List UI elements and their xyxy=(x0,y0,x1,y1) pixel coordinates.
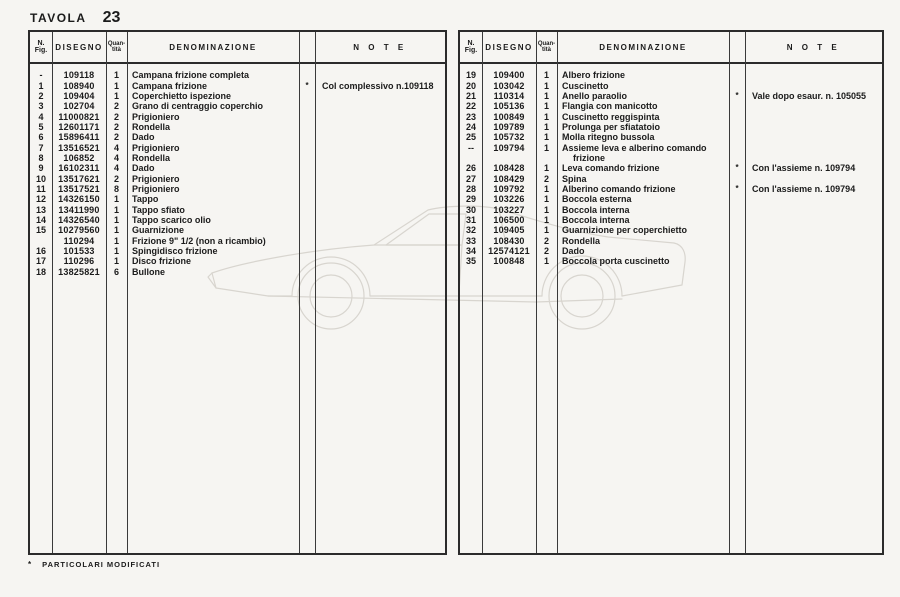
den-cell: Boccola porta cuscinetto xyxy=(562,256,670,267)
qty-cell: 2 xyxy=(113,121,119,132)
dis-cell: 109118 xyxy=(63,70,95,81)
qty-cell: 1 xyxy=(113,246,119,257)
den-cell: Albero frizione xyxy=(562,70,626,81)
den-cell: Campana frizione xyxy=(132,80,208,91)
dis-cell: 109789 xyxy=(493,121,525,132)
den-cell: Tappo sfiato xyxy=(132,204,185,215)
table-row xyxy=(460,246,882,256)
right-parts-table xyxy=(458,30,884,555)
dis-cell: 108429 xyxy=(493,173,525,184)
table-row xyxy=(460,122,882,132)
qty-cell: 4 xyxy=(113,142,119,153)
qty-cell: 1 xyxy=(543,90,549,101)
dis-cell: 13411990 xyxy=(58,204,100,215)
fig-cell: 4 xyxy=(38,111,44,122)
table-row xyxy=(30,225,445,235)
table-row xyxy=(30,204,445,214)
dis-cell: 100849 xyxy=(493,111,525,122)
qty-cell: 1 xyxy=(543,214,549,225)
dis-cell: 13517621 xyxy=(58,173,100,184)
den-cell: Rondella xyxy=(562,235,601,246)
fig-cell: 9 xyxy=(38,163,44,174)
table-row xyxy=(460,163,882,173)
den-cell: Flangia con manicotto xyxy=(562,101,658,112)
qty-cell: 1 xyxy=(113,225,119,236)
qty-cell: 1 xyxy=(113,80,119,91)
dis-cell: 102704 xyxy=(63,101,95,112)
fig-cell: 21 xyxy=(465,90,476,101)
modified-parts-symbol: * xyxy=(28,560,32,569)
qty-cell: 1 xyxy=(113,194,119,205)
fig-cell: 15 xyxy=(35,225,46,236)
table-row xyxy=(30,256,445,266)
den-cell: Campana frizione completa xyxy=(132,70,250,81)
dis-cell: 108428 xyxy=(493,163,525,174)
den-cell: Prolunga per sfiatatoio xyxy=(562,121,661,132)
qty-cell: 1 xyxy=(543,70,549,81)
table-row xyxy=(30,80,445,90)
qty-cell: 2 xyxy=(543,246,549,257)
fig-cell: 8 xyxy=(38,152,44,163)
den-cell: frizione xyxy=(573,152,606,163)
table-row xyxy=(30,163,445,173)
den-cell: Tappo scarico olio xyxy=(132,214,211,225)
table-row xyxy=(460,236,882,246)
fig-cell: 2 xyxy=(38,90,44,101)
qty-cell: 2 xyxy=(113,173,119,184)
table-row xyxy=(30,184,445,194)
den-cell: Molla ritegno bussola xyxy=(562,132,655,143)
fig-cell: 16 xyxy=(35,246,46,257)
ast-cell: * xyxy=(735,90,739,100)
den-cell: Frizione 9" 1/2 (non a ricambio) xyxy=(132,235,266,246)
den-cell: Dado xyxy=(562,246,585,257)
den-cell: Disco frizione xyxy=(132,256,192,267)
table-row xyxy=(460,184,882,194)
fig-cell: 5 xyxy=(38,121,44,132)
den-cell: Cuscinetto reggispinta xyxy=(562,111,660,122)
qty-cell: 1 xyxy=(543,204,549,215)
fig-cell: 32 xyxy=(465,225,476,236)
table-header-row xyxy=(460,32,882,64)
dis-cell: 109405 xyxy=(493,225,525,236)
table-row xyxy=(30,267,445,277)
qty-cell: 1 xyxy=(113,235,119,246)
dis-cell: 109400 xyxy=(493,70,525,81)
fig-cell: 6 xyxy=(38,132,44,143)
table-row xyxy=(30,142,445,152)
qty-cell: 4 xyxy=(113,163,119,174)
dis-cell: 106852 xyxy=(63,152,95,163)
table-body xyxy=(460,64,882,267)
table-row xyxy=(30,173,445,183)
table-row xyxy=(30,111,445,121)
qty-cell: 4 xyxy=(113,152,119,163)
header-asterisk-col xyxy=(729,32,745,62)
fig-cell: -- xyxy=(468,142,474,153)
left-parts-table xyxy=(28,30,447,555)
qty-cell: 1 xyxy=(113,256,119,267)
qty-cell: 1 xyxy=(113,90,119,101)
qty-cell: 1 xyxy=(543,111,549,122)
den-cell: Alberino comando frizione xyxy=(562,183,676,194)
dis-cell: 15896411 xyxy=(58,132,100,143)
header-fig: N. Fig. xyxy=(464,39,478,54)
fig-cell: 28 xyxy=(465,183,476,194)
table-row xyxy=(460,80,882,90)
den-cell: Prigioniero xyxy=(132,142,180,153)
dis-cell: 105732 xyxy=(493,132,525,143)
tavola-label: TAVOLA xyxy=(30,11,87,25)
fig-cell: 31 xyxy=(465,214,476,225)
table-row xyxy=(460,225,882,235)
den-cell: Boccola esterna xyxy=(562,194,632,205)
fig-cell: 7 xyxy=(38,142,44,153)
den-cell: Leva comando frizione xyxy=(562,163,660,174)
dis-cell: 12601171 xyxy=(58,121,100,132)
dis-cell: 109794 xyxy=(493,142,525,153)
note-cell: Col complessivo n.109118 xyxy=(322,80,434,91)
qty-cell: 1 xyxy=(543,142,549,153)
table-row xyxy=(460,204,882,214)
qty-cell: 2 xyxy=(113,101,119,112)
table-row xyxy=(30,194,445,204)
dis-cell: 11000821 xyxy=(58,111,100,122)
fig-cell: 19 xyxy=(465,70,476,81)
dis-cell: 103227 xyxy=(493,204,525,215)
header-asterisk-col xyxy=(299,32,315,62)
fig-cell: 33 xyxy=(465,235,476,246)
fig-cell: 23 xyxy=(465,111,476,122)
den-cell: Grano di centraggio coperchio xyxy=(132,101,264,112)
den-cell: Guarnizione per coperchietto xyxy=(562,225,688,236)
header-quantita: Quan- tità xyxy=(107,40,126,53)
den-cell: Tappo xyxy=(132,194,159,205)
den-cell: Anello paraolio xyxy=(562,90,628,101)
dis-cell: 14326540 xyxy=(58,214,100,225)
table-row xyxy=(30,132,445,142)
note-cell: Vale dopo esaur. n. 105055 xyxy=(752,90,867,101)
table-row xyxy=(30,101,445,111)
qty-cell: 8 xyxy=(113,183,119,194)
den-cell: Dado xyxy=(132,163,155,174)
table-row xyxy=(460,101,882,111)
den-cell: Cuscinetto xyxy=(562,80,609,91)
dis-cell: 106500 xyxy=(493,214,525,225)
dis-cell: 103226 xyxy=(493,194,525,205)
dis-cell: 12574121 xyxy=(488,246,530,257)
den-cell: Prigioniero xyxy=(132,183,180,194)
den-cell: Prigioniero xyxy=(132,173,180,184)
table-row xyxy=(460,194,882,204)
table-row xyxy=(460,215,882,225)
dis-cell: 13517521 xyxy=(58,183,100,194)
qty-cell: 1 xyxy=(543,183,549,194)
header-note: N O T E xyxy=(353,42,407,52)
qty-cell: 1 xyxy=(543,194,549,205)
qty-cell: 1 xyxy=(113,70,119,81)
table-row xyxy=(30,246,445,256)
qty-cell: 1 xyxy=(543,163,549,174)
dis-cell: 101533 xyxy=(63,246,95,257)
den-cell: Spingidisco frizione xyxy=(132,246,218,257)
header-denominazione: DENOMINAZIONE xyxy=(169,42,257,52)
fig-cell: 20 xyxy=(465,80,476,91)
ast-cell: * xyxy=(735,163,739,173)
den-cell: Prigioniero xyxy=(132,111,180,122)
fig-cell: 27 xyxy=(465,173,476,184)
header-quantita: Quan- tità xyxy=(537,40,556,53)
den-cell: Bullone xyxy=(132,266,165,277)
fig-cell: 13 xyxy=(35,204,46,215)
den-cell: Spina xyxy=(562,173,587,184)
den-cell: Guarnizione xyxy=(132,225,185,236)
fig-cell: 3 xyxy=(38,101,44,112)
fig-cell: - xyxy=(39,70,43,81)
qty-cell: 1 xyxy=(543,132,549,143)
fig-cell: 17 xyxy=(35,256,46,267)
dis-cell: 13825821 xyxy=(58,266,100,277)
tavola-number: 23 xyxy=(102,9,121,26)
table-row xyxy=(30,70,445,80)
table-row xyxy=(30,215,445,225)
table-row xyxy=(30,122,445,132)
fig-cell: 22 xyxy=(465,101,476,112)
table-row xyxy=(460,91,882,101)
fig-cell: 26 xyxy=(465,163,476,174)
dis-cell: 110314 xyxy=(493,90,525,101)
den-cell: Assieme leva e alberino comando xyxy=(562,142,707,153)
qty-cell: 1 xyxy=(113,204,119,215)
qty-cell: 1 xyxy=(543,121,549,132)
table-row xyxy=(460,173,882,183)
dis-cell: 10279560 xyxy=(58,225,100,236)
fig-cell: 34 xyxy=(465,246,476,257)
qty-cell: 2 xyxy=(113,111,119,122)
header-denominazione: DENOMINAZIONE xyxy=(599,42,687,52)
qty-cell: 6 xyxy=(113,266,119,277)
den-cell: Dado xyxy=(132,132,155,143)
qty-cell: 1 xyxy=(113,214,119,225)
table-row xyxy=(460,70,882,80)
header-fig: N. Fig. xyxy=(34,39,48,54)
fig-cell: 18 xyxy=(35,266,46,277)
table-row xyxy=(460,142,882,152)
header-disegno: DISEGNO xyxy=(485,42,533,52)
table-row xyxy=(30,91,445,101)
qty-cell: 1 xyxy=(543,101,549,112)
header-disegno: DISEGNO xyxy=(55,42,103,52)
qty-cell: 1 xyxy=(543,80,549,91)
fig-cell: 1 xyxy=(38,80,44,91)
dis-cell: 108430 xyxy=(493,235,525,246)
note-cell: Con l'assieme n. 109794 xyxy=(752,183,856,194)
den-cell: Boccola interna xyxy=(562,214,630,225)
den-cell: Boccola interna xyxy=(562,204,630,215)
table-row xyxy=(30,236,445,246)
qty-cell: 2 xyxy=(543,173,549,184)
dis-cell: 14326150 xyxy=(58,194,100,205)
dis-cell: 16102311 xyxy=(58,163,100,174)
ast-cell: * xyxy=(735,183,739,193)
ast-cell: * xyxy=(305,80,309,90)
dis-cell: 103042 xyxy=(493,80,525,91)
den-cell: Coperchietto ispezione xyxy=(132,90,232,101)
page-title xyxy=(30,9,120,27)
qty-cell: 1 xyxy=(543,256,549,267)
fig-cell: 12 xyxy=(35,194,46,205)
table-header-row xyxy=(30,32,445,64)
fig-cell: 24 xyxy=(465,121,476,132)
fig-cell: 30 xyxy=(465,204,476,215)
dis-cell: 105136 xyxy=(493,101,525,112)
table-row xyxy=(460,132,882,142)
note-cell: Con l'assieme n. 109794 xyxy=(752,163,856,174)
qty-cell: 2 xyxy=(543,235,549,246)
header-note: N O T E xyxy=(786,42,841,52)
dis-cell: 110296 xyxy=(63,256,95,267)
table-row xyxy=(460,111,882,121)
table-row xyxy=(460,153,882,163)
dis-cell: 109792 xyxy=(493,183,525,194)
den-cell: Rondella xyxy=(132,121,171,132)
footer-note xyxy=(28,560,160,569)
table-row xyxy=(30,153,445,163)
qty-cell: 2 xyxy=(113,132,119,143)
dis-cell: 13516521 xyxy=(58,142,100,153)
dis-cell: 100848 xyxy=(493,256,525,267)
fig-cell: 11 xyxy=(36,183,46,194)
fig-cell: 35 xyxy=(465,256,476,267)
fig-cell: 10 xyxy=(35,173,46,184)
dis-cell: 109404 xyxy=(63,90,95,101)
fig-cell: 14 xyxy=(35,214,46,225)
dis-cell: 110294 xyxy=(63,235,95,246)
den-cell: Rondella xyxy=(132,152,171,163)
dis-cell: 108940 xyxy=(63,80,95,91)
table-row xyxy=(460,256,882,266)
fig-cell: 25 xyxy=(465,132,476,143)
fig-cell: 29 xyxy=(465,194,476,205)
table-body xyxy=(30,64,445,277)
qty-cell: 1 xyxy=(543,225,549,236)
footer-text: PARTICOLARI MODIFICATI xyxy=(42,560,161,569)
